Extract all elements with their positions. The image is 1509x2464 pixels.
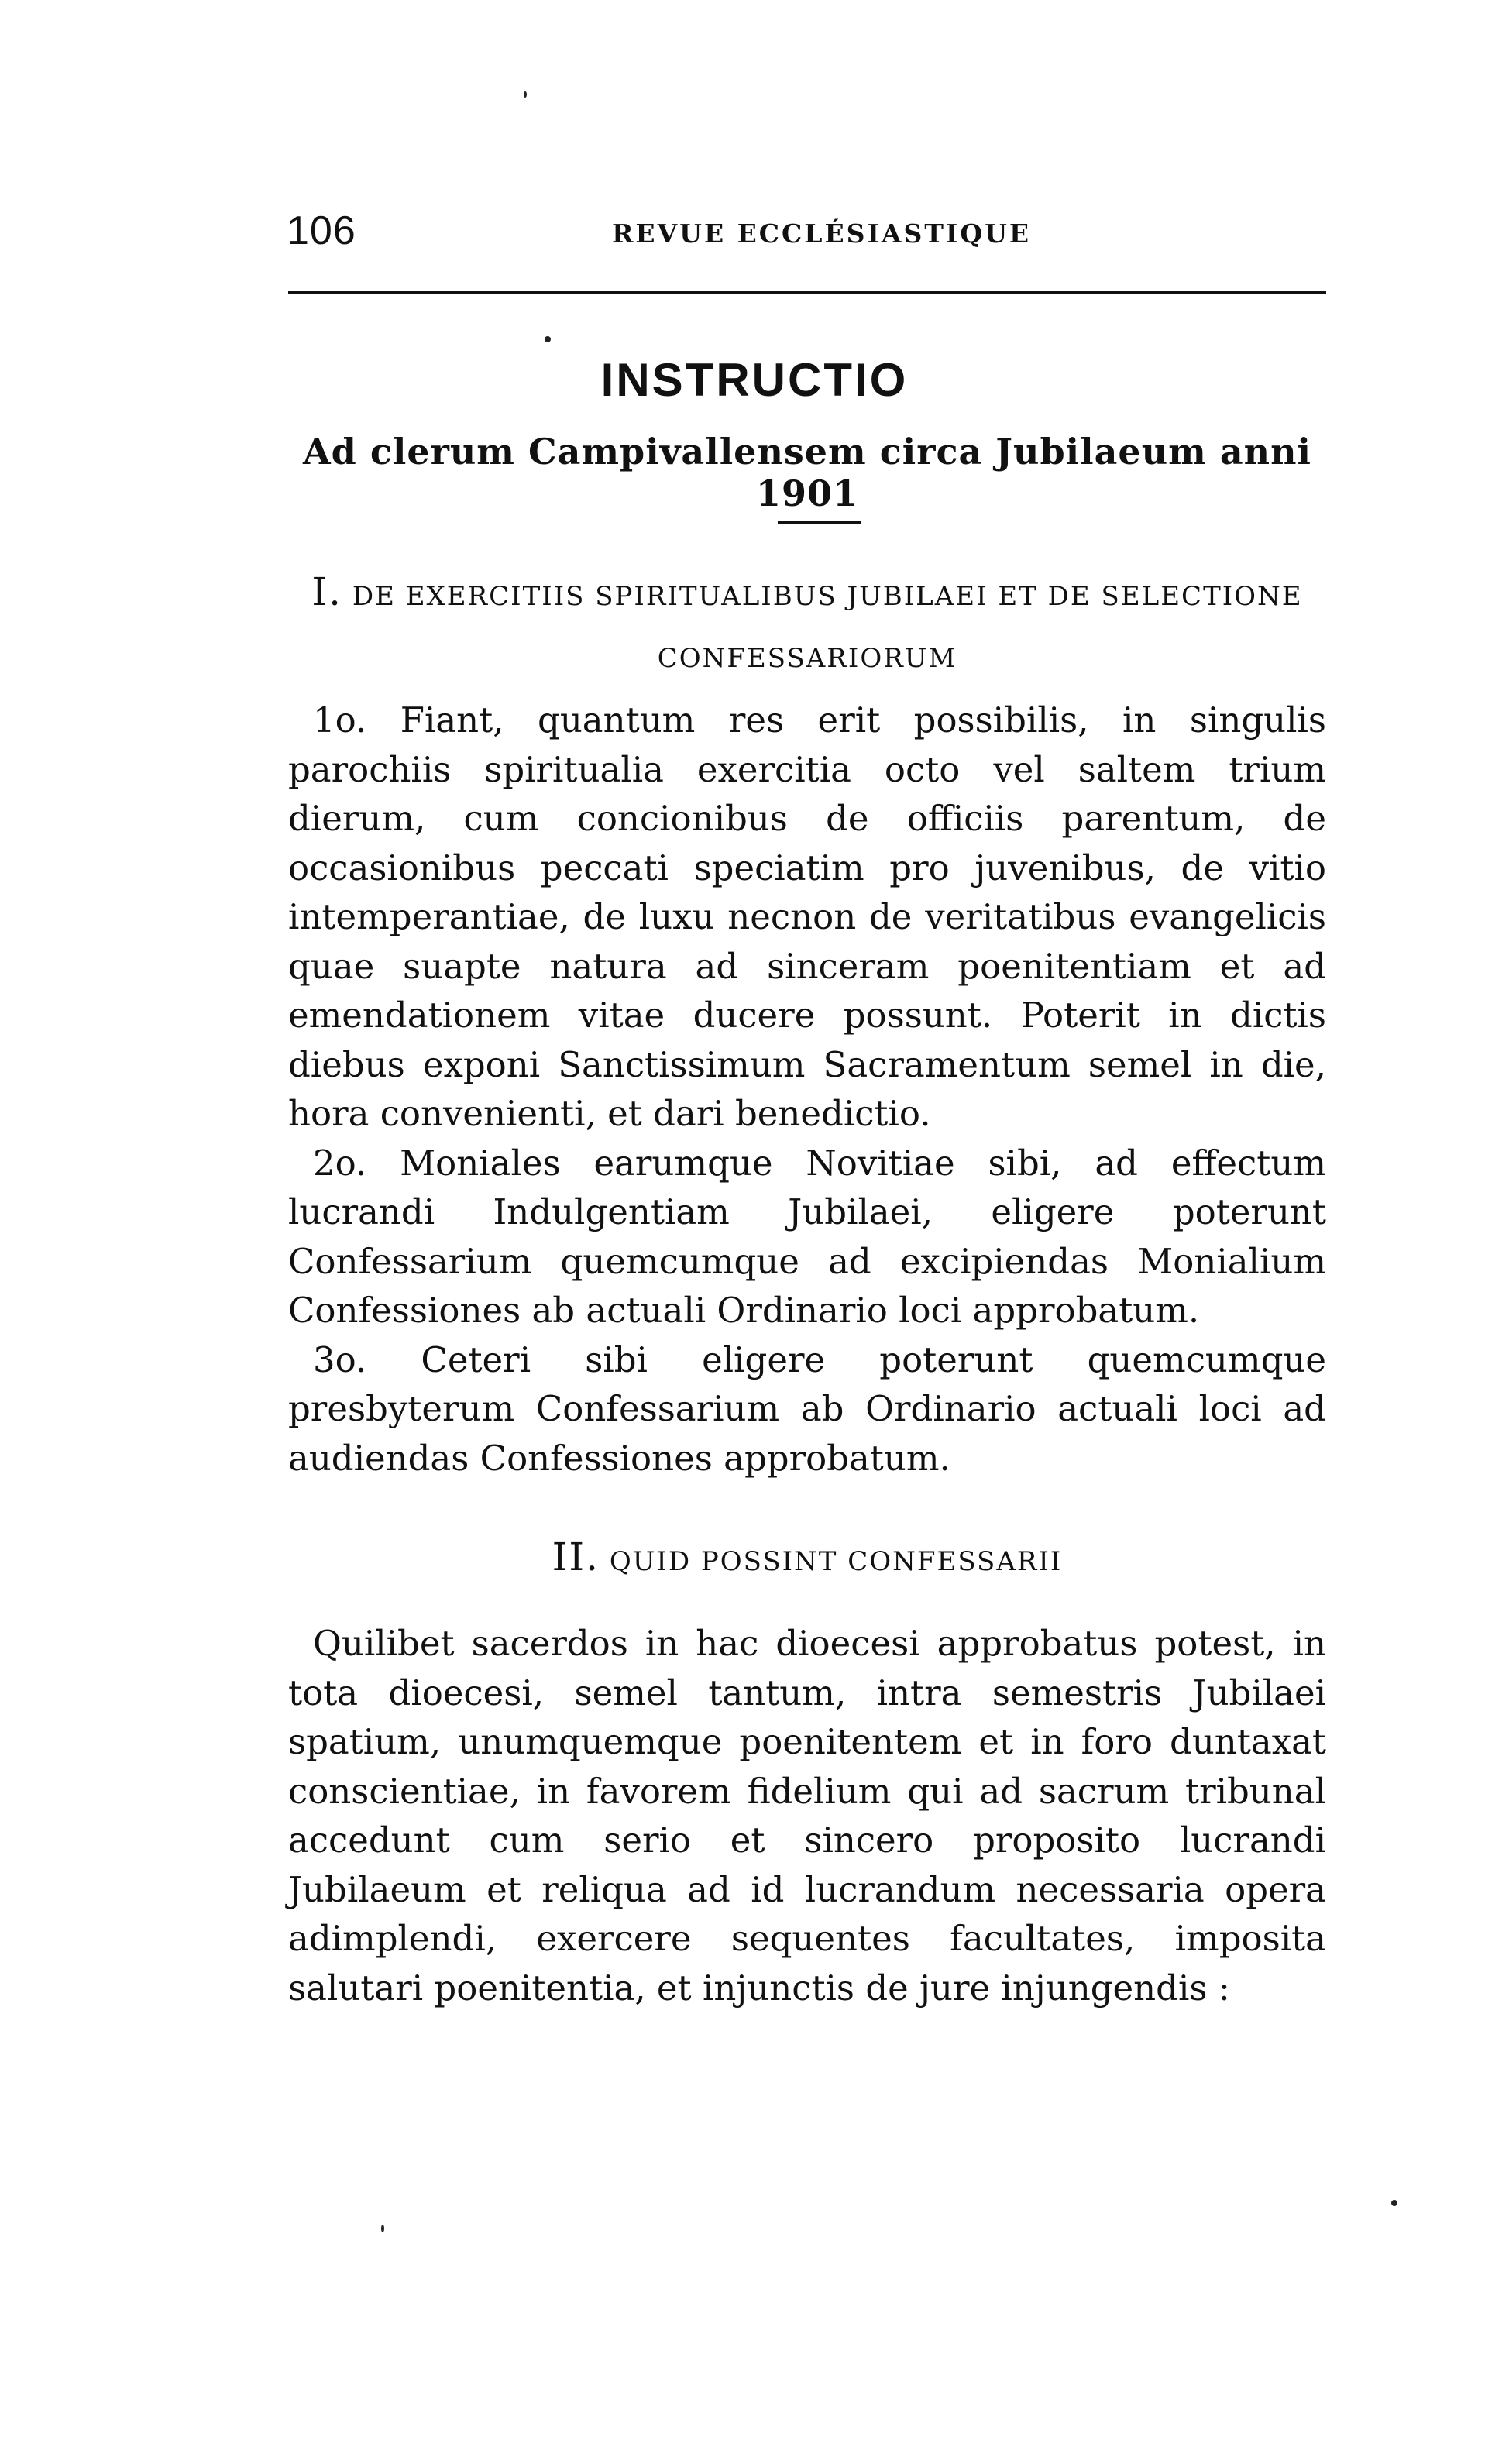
section-numeral: II. bbox=[552, 1534, 600, 1579]
document-subtitle: Ad clerum Campivallensem circa Jubilaeum anni 1901 bbox=[302, 431, 1311, 514]
section-heading-1 bbox=[288, 561, 1326, 689]
section-heading-text: DE EXERCITIIS SPIRITUALIBUS JUBILAEI ET DE SELECTIONE CONFESSARIORUM bbox=[352, 581, 1303, 674]
scan-speck bbox=[545, 336, 551, 342]
scan-speck bbox=[524, 91, 527, 98]
paragraph: Quilibet sacerdos in hac dioecesi approbatus potest, in tota dioecesi, semel tantum, intra semestris Jubilaei spatium, unumquemque poenitentem et in foro duntaxat conscientiae, in favorem fidelium qui ad sacrum tribunal accedunt cum serio et sincero proposito lucrandi Jubilaeum et reliqua ad id lucrandum necessaria opera adimplendi, exercere sequentes facultates, imposita salutari poenitentia, et injunctis de jure injungendis : bbox=[288, 1623, 1326, 2009]
scan-speck bbox=[1391, 2200, 1397, 2206]
scan-speck bbox=[381, 2225, 384, 2232]
paragraph: 1o. Fiant, quantum res erit possibilis, in singulis parochiis spiritualia exercitia octo vel saltem trium dierum, cum concionibus de officiis parentum, de occasionibus peccati speciatim pro juvenibus, de vitio intemperantiae, de luxu necnon de veritatibus evangelicis quae suapte natura ad sinceram poenitentiam et ad emendationem vitae ducere possunt. Poterit in dictis diebus exponi Sanctissimum Sacramentum semel in die, hora convenienti, et dari benedictio. bbox=[288, 699, 1326, 1134]
document-title: INSTRUCTIO bbox=[600, 354, 909, 406]
journal-title: REVUE ECCLÉSIASTIQUE bbox=[612, 218, 1032, 249]
section-numeral: I. bbox=[311, 569, 343, 614]
section-heading-text: QUID POSSINT CONFESSARII bbox=[609, 1546, 1063, 1577]
section-1-body bbox=[288, 696, 1326, 1483]
header-rule bbox=[288, 291, 1326, 294]
title-separator-rule bbox=[778, 521, 861, 524]
section-heading-2 bbox=[288, 1526, 1326, 1593]
page-number: 106 bbox=[287, 208, 356, 253]
running-header bbox=[287, 208, 1325, 254]
section-2-body bbox=[288, 1619, 1326, 2012]
paragraph: 2o. Moniales earumque Novitiae sibi, ad effectum lucrandi Indulgentiam Jubilaei, eligere poterunt Confessarium quemcumque ad excipiendas Monialium Confessiones ab actuali Ordinario loci approbatum. bbox=[288, 1142, 1326, 1331]
paragraph: 3o. Ceteri sibi eligere poterunt quemcumque presbyterum Confessarium ab Ordinario actuali loci ad audiendas Confessiones approbatum. bbox=[288, 1339, 1326, 1479]
